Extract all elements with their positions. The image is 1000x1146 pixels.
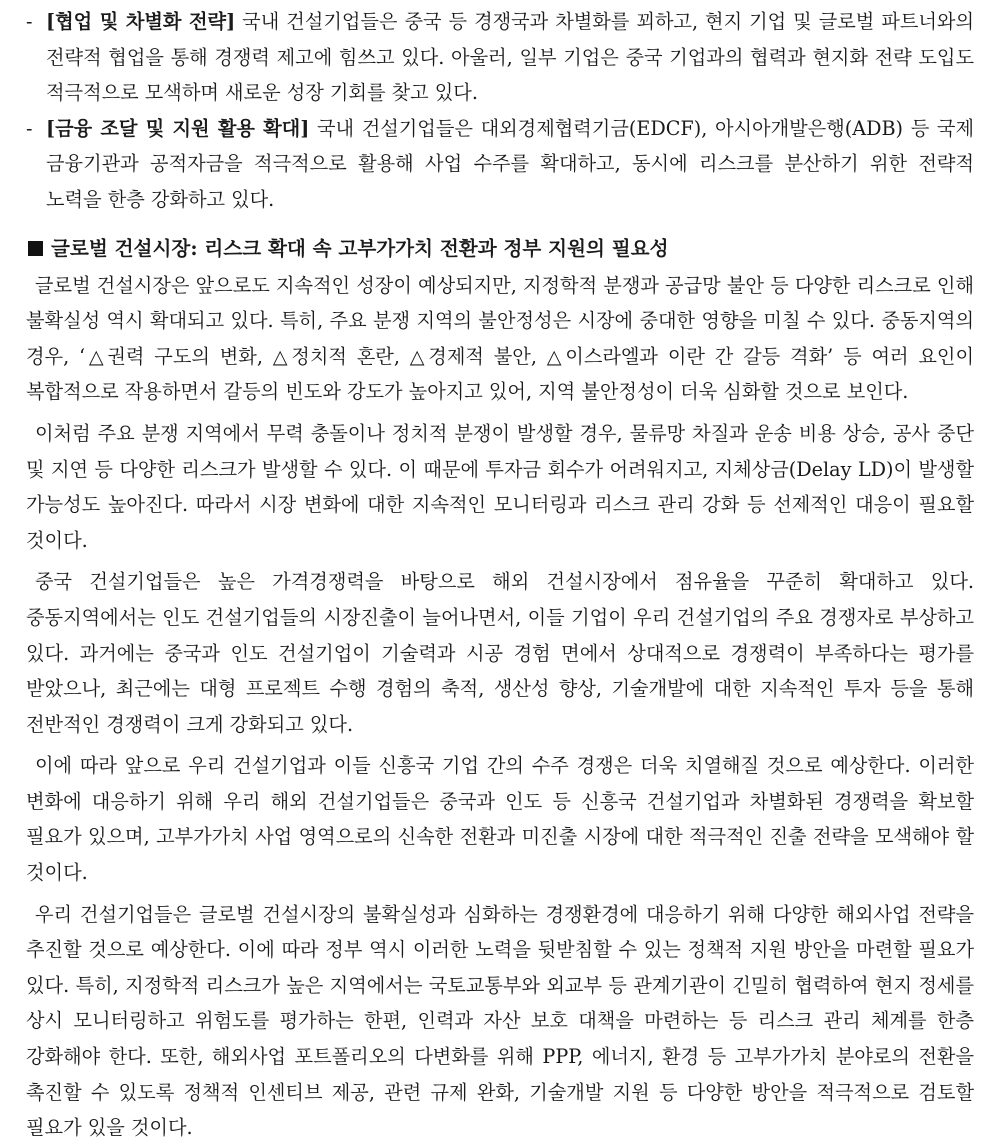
section-heading-text: 글로벌 건설시장: 리스크 확대 속 고부가가치 전환과 정부 지원의 필요성: [51, 236, 669, 260]
paragraph: 중국 건설기업들은 높은 가격경쟁력을 바탕으로 해외 건설시장에서 점유율을 꾸준히 확대하고 있다. 중동지역에서는 인도 건설기업들의 시장진출이 늘어나면서, 이들 기업이 우리 건설기업의 주요 경쟁자로 부상하고 있다. 과거에는 중국과 인도 건설기업이 기술력과 시공 경험 면에서 상대적으로 경쟁력이 부족하다는 평가를 받았으나, 최근에는 대형 프로젝트 수행 경험의 축적, 생산성 향상, 기술개발에 대한 지속적인 투자 등을 통해 전반적인 경쟁력이 크게 강화되고 있다.: [26, 570, 974, 736]
bullet-text: 국내 건설기업들은 중국 등 경쟁국과 차별화를 꾀하고, 현지 기업 및 글로벌 파트너와의 전략적 협업을 통해 경쟁력 제고에 힘쓰고 있다. 아울러, 일부 기업은 중국 기업과의 협력과 현지화 전략 도입도 적극적으로 모색하며 새로운 성장 기회를 찾고 있다.: [46, 10, 974, 105]
paragraph: 이에 따라 앞으로 우리 건설기업과 이들 신흥국 기업 간의 수주 경쟁은 더욱 치열해질 것으로 예상한다. 이러한 변화에 대응하기 위해 우리 해외 건설기업들은 중국과 인도 등 신흥국 건설기업과 차별화된 경쟁력을 확보할 필요가 있으며, 고부가가치 사업 영역으로의 신속한 전환과 미진출 시장에 대한 적극적인 진출 전략을 모색해야 할 것이다.: [26, 754, 974, 885]
bullet-text: 국내 건설기업들은 대외경제협력기금(EDCF), 아시아개발은행(ADB) 등 국제 금융기관과 공적자금을 적극적으로 활용해 사업 수주를 확대하고, 동시에 리스크를 분산하기 위한 전략적 노력을 한층 강화하고 있다.: [46, 116, 974, 211]
bullet-heading: [금융 조달 및 지원 활용 확대]: [46, 116, 310, 140]
bullet-heading: [협업 및 차별화 전략]: [46, 10, 236, 33]
paragraph: 글로벌 건설시장은 앞으로도 지속적인 성장이 예상되지만, 지정학적 분쟁과 공급망 불안 등 다양한 리스크로 인해 불확실성 역시 확대되고 있다. 특히, 주요 분쟁 지역의 불안정성은 시장에 중대한 영향을 미칠 수 있다. 중동지역의 경우, ‘△권력 구도의 변화, △정치적 혼란, △경제적 불안, △이스라엘과 이란 간 갈등 격화’ 등 여러 요인이 복합적으로 작용하면서 갈등의 빈도와 강도가 높아지고 있어, 지역 불안정성이 더욱 심화할 것으로 보인다.: [26, 273, 974, 404]
square-bullet-icon: [28, 241, 43, 256]
bullet-dash: -: [26, 10, 33, 33]
bullet-dash: -: [26, 116, 33, 140]
paragraph: 우리 건설기업들은 글로벌 건설시장의 불확실성과 심화하는 경쟁환경에 대응하기 위해 다양한 해외사업 전략을 추진할 것으로 예상한다. 이에 따라 정부 역시 이러한 노력을 뒷받침할 수 있는 정책적 지원 방안을 마련할 필요가 있다. 특히, 지정학적 리스크가 높은 지역에서는 국토교통부와 외교부 등 관계기관이 긴밀히 협력하여 현지 정세를 상시 모니터링하고 위험도를 평가하는 한편, 인력과 자산 보호 대책을 마련하는 등 리스크 관리 체계를 한층 강화해야 한다. 또한, 해외사업 포트폴리오의 다변화를 위해 PPP, 에너지, 환경 등 고부가가치 분야로의 전환을 촉진할 수 있도록 정책적 인센티브 제공, 관련 규제 완화, 기술개발 지원 등 다양한 방안을 적극적으로 검토할 필요가 있을 것이다.: [26, 902, 974, 1140]
bullet-item-collaboration: [26, 4, 974, 111]
bullet-item-financing: [26, 111, 974, 218]
section-heading: [26, 232, 974, 266]
paragraph: 이처럼 주요 분쟁 지역에서 무력 충돌이나 정치적 분쟁이 발생할 경우, 물류망 차질과 운송 비용 상승, 공사 중단 및 지연 등 다양한 리스크가 발생할 수 있다. 이 때문에 투자금 회수가 어려워지고, 지체상금(Delay LD)이 발생할 가능성도 높아진다. 따라서 시장 변화에 대한 지속적인 모니터링과 리스크 관리 강화 등 선제적인 대응이 필요할 것이다.: [26, 421, 974, 552]
